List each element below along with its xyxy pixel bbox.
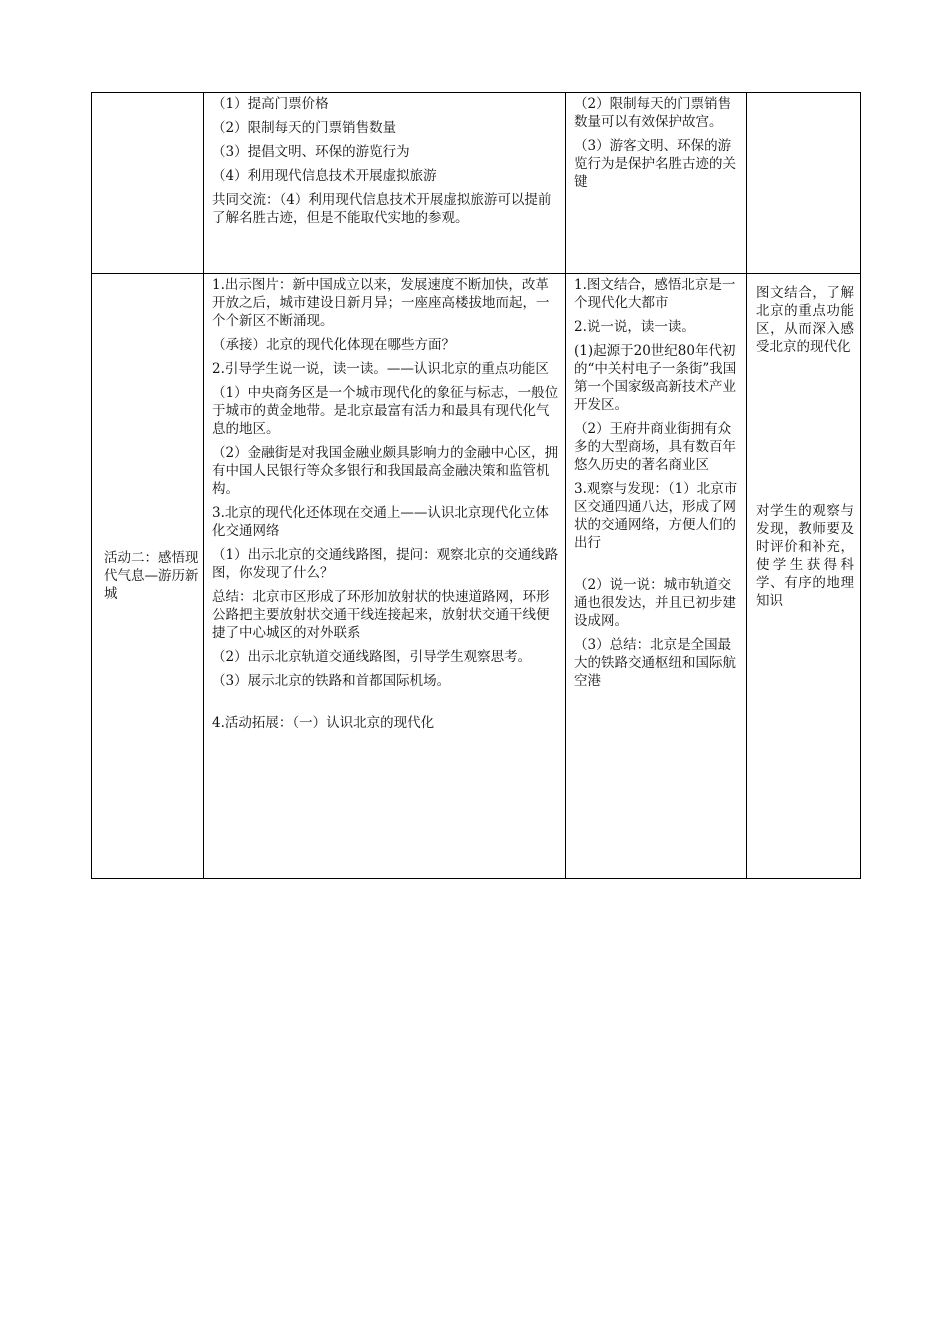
activity-title: 活动二：感悟现代气息—游历新城 xyxy=(104,549,199,602)
text-paragraph: 4.活动拓展：（一）认识北京的现代化 xyxy=(212,715,435,731)
text-paragraph: （3）提倡文明、环保的游览行为 xyxy=(212,144,410,160)
text-paragraph: （3）总结：北京是全国最大的铁路交通枢纽和国际航空港 xyxy=(574,637,736,689)
activity-cell xyxy=(92,274,204,879)
spacer xyxy=(212,696,559,714)
text-paragraph: 2.说一说，读一读。 xyxy=(574,319,695,335)
text-paragraph: （2）金融街是对我国金融业颇具影响力的金融中心区，拥有中国人民银行等众多银行和我国最高金融决策和监管机构。 xyxy=(212,445,559,497)
text-paragraph: （2）出示北京轨道交通线路图，引导学生观察思考。 xyxy=(212,649,532,665)
table-row xyxy=(92,274,861,879)
text-paragraph: （1）提高门票价格 xyxy=(212,96,329,112)
teacher-activity-cell xyxy=(204,274,566,879)
spacer xyxy=(574,558,740,576)
text-paragraph: 1.图文结合，感悟北京是一个现代化大都市 xyxy=(574,277,736,311)
student-activity-cell xyxy=(566,274,747,879)
activity-cell xyxy=(92,93,204,274)
text-paragraph: 总结：北京市区形成了环形加放射状的快速道路网，环形公路把主要放射状交通干线连接起来，放射状交通干线便捷了中心城区的对外联系 xyxy=(212,589,550,641)
text-paragraph: （4）利用现代信息技术开展虚拟旅游 xyxy=(212,168,437,184)
text-paragraph: （承接）北京的现代化体现在哪些方面？ xyxy=(212,337,455,353)
student-activity-cell xyxy=(566,93,747,274)
text-paragraph: 1.出示图片：新中国成立以来，发展速度不断加快，改革开放之后，城市建设日新月异；一座座高楼拔地而起，一个个新区不断涌现。 xyxy=(212,277,550,329)
text-paragraph: 对学生的观察与发现，教师要及时评价和补充，使学生获得科学、有序的地理知识 xyxy=(756,503,854,609)
design-intent-cell xyxy=(747,93,861,274)
table-row xyxy=(92,93,861,274)
lesson-plan-table xyxy=(91,92,861,879)
text-paragraph: （1）出示北京的交通线路图，提问：观察北京的交通线路图，你发现了什么？ xyxy=(212,547,559,581)
text-paragraph: （3）游客文明、环保的游览行为是保护名胜古迹的关键 xyxy=(574,138,736,190)
text-paragraph: 3.观察与发现：（1）北京市区交通四通八达，形成了网状的交通网络，方便人们的出行 xyxy=(574,481,738,551)
text-paragraph: 2.引导学生说一说，读一读。——认识北京的重点功能区 xyxy=(212,361,549,377)
text-paragraph: (1)起源于20世纪80年代初的“中关村电子一条街”我国第一个国家级高新技术产业开发区。 xyxy=(574,343,737,413)
text-paragraph: （2）限制每天的门票销售数量可以有效保护故宫。 xyxy=(574,96,732,130)
text-paragraph: （2）限制每天的门票销售数量 xyxy=(212,120,397,136)
teacher-activity-cell xyxy=(204,93,566,274)
text-paragraph: （1）中央商务区是一个城市现代化的象征与标志，一般位于城市的黄金地带。是北京最富有活力和最具有现代化气息的地区。 xyxy=(212,385,559,437)
text-paragraph: （2）说一说：城市轨道交通也很发达，并且已初步建设成网。 xyxy=(574,577,736,629)
text-paragraph: 共同交流：（4）利用现代信息技术开展虚拟旅游可以提前了解名胜古迹，但是不能取代实地的参观。 xyxy=(212,192,552,226)
text-paragraph: 3.北京的现代化还体现在交通上——认识北京现代化立体化交通网络 xyxy=(212,505,549,539)
spacer xyxy=(756,362,854,502)
text-paragraph: 图文结合，了解北京的重点功能区，从而深入感受北京的现代化 xyxy=(756,285,854,355)
text-paragraph: （3）展示北京的铁路和首都国际机场。 xyxy=(212,673,451,689)
design-intent-cell xyxy=(747,274,861,879)
text-paragraph: （2）王府井商业街拥有众多的大型商场，具有数百年悠久历史的著名商业区 xyxy=(574,421,736,473)
